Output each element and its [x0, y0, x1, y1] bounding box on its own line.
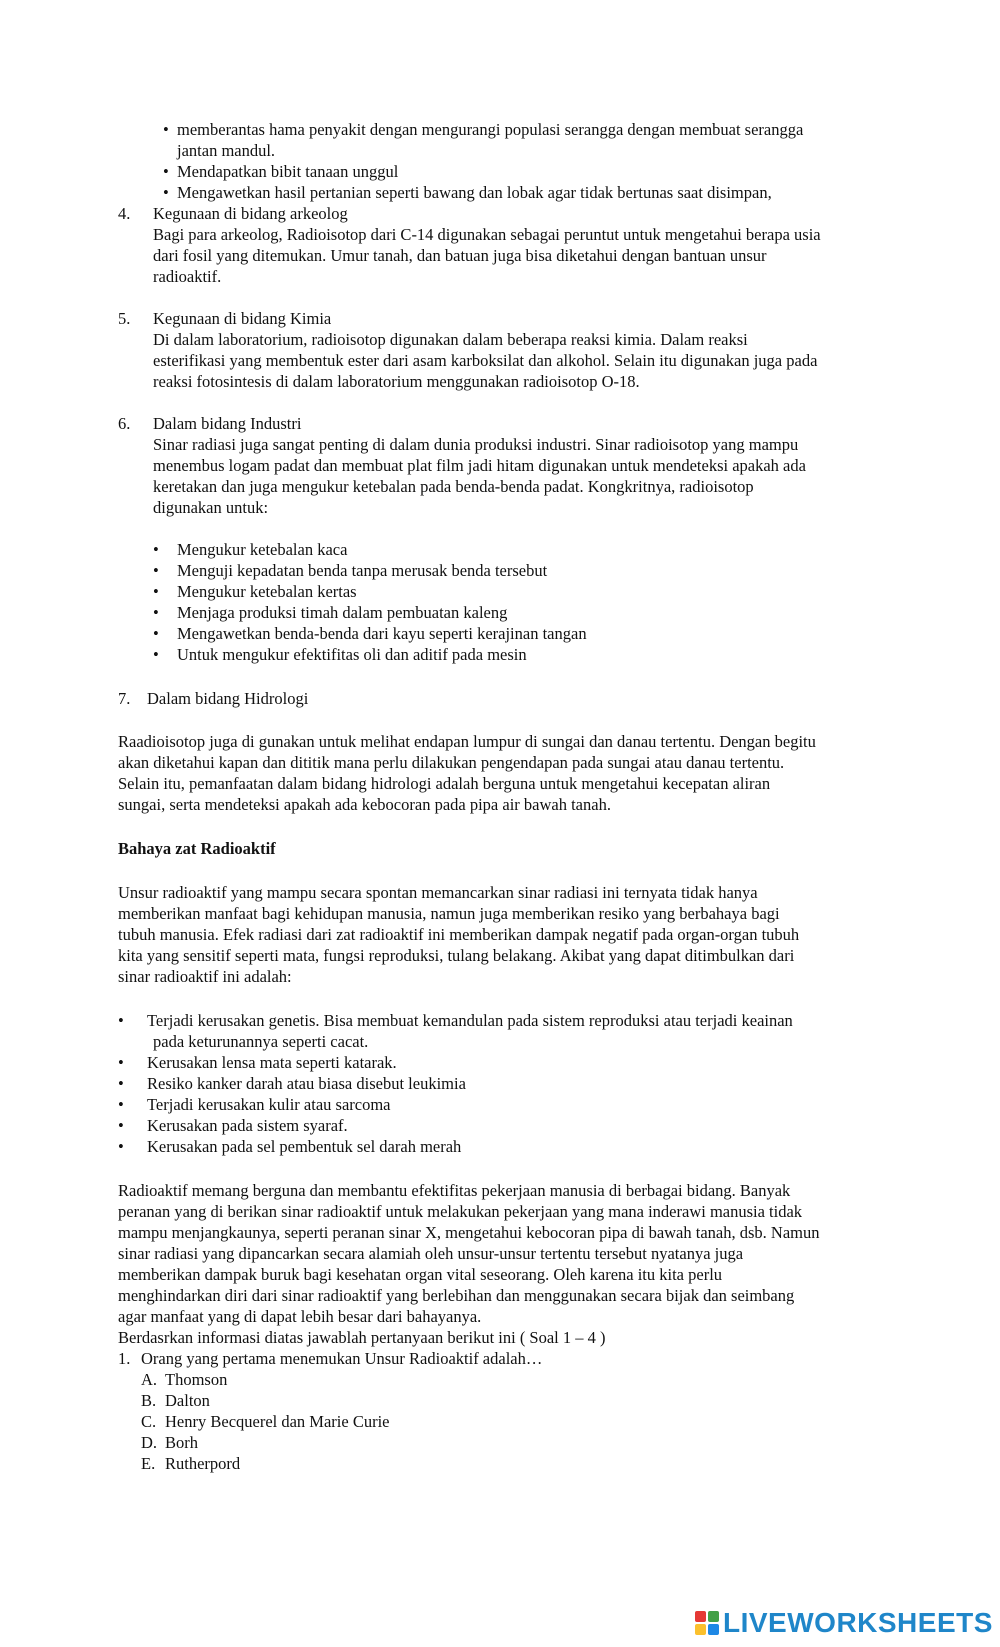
agri-bullet-marker [163, 161, 169, 182]
logo-square-icon [695, 1611, 706, 1622]
paragraph-line: Selain itu, pemanfaatan dalam bidang hidrologi adalah berguna untuk mengetahui kecepatan aliran [118, 774, 771, 793]
paragraph-line: mampu menjangkaunya, seperti peranan sinar X, mengetahui kebocoran pipa di bawah tanah, dsb. Namun [118, 1223, 820, 1242]
paragraph-line: esterifikasi yang membentuk ester dari asam karboksilat dan alkohol. Selain itu digunakan juga pada [153, 351, 818, 370]
list-item: Terjadi kerusakan kulir atau sarcoma [147, 1095, 391, 1114]
liveworksheets-logo [695, 1608, 993, 1638]
section-number: 6. [118, 414, 131, 433]
section-number: 5. [118, 309, 131, 328]
list-item: Menjaga produksi timah dalam pembuatan kaleng [177, 603, 508, 622]
bullet-marker [153, 560, 159, 581]
paragraph-line: digunakan untuk: [153, 498, 269, 517]
bullet-marker [153, 623, 159, 644]
option-text[interactable]: Rutherpord [165, 1454, 241, 1473]
paragraph-line: Raadioisotop juga di gunakan untuk melihat endapan lumpur di sungai dan danau tertentu. Dengan begitu [118, 732, 816, 751]
bullet-marker [153, 581, 159, 602]
option-letter[interactable]: E. [141, 1454, 156, 1473]
paragraph-line: sinar radiasi yang dipancarkan secara alamiah oleh unsur-unsur tertentu tersebut nyatanya juga [118, 1244, 744, 1263]
paragraph-line: menembus logam padat dan membuat plat film jadi hitam digunakan untuk mendeteksi apakah ada [153, 456, 806, 475]
bullet-marker [153, 602, 159, 623]
option-letter[interactable]: A. [141, 1370, 158, 1389]
agri-bullet-text: jantan mandul. [177, 141, 276, 160]
agri-bullet-marker [163, 119, 169, 140]
paragraph-line: Di dalam laboratorium, radioisotop digunakan dalam beberapa reaksi kimia. Dalam reaksi [153, 330, 748, 349]
paragraph-line: memberikan manfaat bagi kehidupan manusia, namun juga memberikan resiko yang berbahaya bagi [118, 904, 780, 923]
paragraph-line: Sinar radiasi juga sangat penting di dalam dunia produksi industri. Sinar radioisotop yang mampu [153, 435, 799, 454]
bullet-marker [118, 1115, 124, 1136]
bullet-marker [153, 539, 159, 560]
instruction-line: Berdasrkan informasi diatas jawablah pertanyaan berikut ini ( Soal 1 – 4 ) [118, 1328, 606, 1347]
list-item: Kerusakan lensa mata seperti katarak. [147, 1053, 397, 1072]
list-item: Kerusakan pada sel pembentuk sel darah merah [147, 1137, 462, 1156]
section-title: Kegunaan di bidang arkeolog [153, 204, 348, 223]
list-item: Terjadi kerusakan genetis. Bisa membuat kemandulan pada sistem reproduksi atau terjadi keainan [147, 1011, 793, 1030]
option-letter[interactable]: B. [141, 1391, 157, 1410]
paragraph-line: tubuh manusia. Efek radiasi dari zat radioaktif ini memberikan dampak negatif pada organ-organ tubuh [118, 925, 800, 944]
list-item: Mengawetkan benda-benda dari kayu seperti kerajinan tangan [177, 624, 587, 643]
paragraph-line: reaksi fotosintesis di dalam laboratorium menggunakan radioisotop O-18. [153, 372, 640, 391]
option-text[interactable]: Dalton [165, 1391, 210, 1410]
section-title: Kegunaan di bidang Kimia [153, 309, 332, 328]
paragraph-line: memberikan dampak buruk bagi kesehatan organ vital seseorang. Oleh karena itu kita perlu [118, 1265, 723, 1284]
logo-square-icon [695, 1624, 706, 1635]
logo-text: LIVEWORKSHEETS [723, 1607, 993, 1638]
agri-bullet-text: memberantas hama penyakit dengan mengurangi populasi serangga dengan membuat serangga [177, 120, 804, 139]
option-text[interactable]: Henry Becquerel dan Marie Curie [165, 1412, 390, 1431]
paragraph-line: Unsur radioaktif yang mampu secara spontan memancarkan sinar radiasi ini ternyata tidak hanya [118, 883, 758, 902]
bullet-marker [118, 1052, 124, 1073]
list-item: Untuk mengukur efektifitas oli dan aditif pada mesin [177, 645, 527, 664]
list-item: Kerusakan pada sistem syaraf. [147, 1116, 348, 1135]
bullet-marker [118, 1010, 124, 1031]
paragraph-line: sungai, serta mendeteksi apakah ada kebocoran pada pipa air bawah tanah. [118, 795, 611, 814]
paragraph-line: Radioaktif memang berguna dan membantu efektifitas pekerjaan manusia di berbagai bidang. Banyak [118, 1181, 791, 1200]
option-letter[interactable]: D. [141, 1433, 158, 1452]
section-number: 4. [118, 204, 131, 223]
bullet-marker [153, 644, 159, 665]
section-title: Dalam bidang Hidrologi [147, 689, 309, 708]
paragraph-line: Bagi para arkeolog, Radioisotop dari C-14 digunakan sebagai peruntut untuk mengetahui berapa usia [153, 225, 821, 244]
bullet-marker [118, 1094, 124, 1115]
list-item: pada keturunannya seperti cacat. [153, 1032, 369, 1051]
agri-bullet-text: Mengawetkan hasil pertanian seperti bawang dan lobak agar tidak bertunas saat disimpan, [177, 183, 772, 202]
logo-square-icon [708, 1611, 719, 1622]
paragraph-line: agar manfaat yang di dapat lebih besar dari bahayanya. [118, 1307, 482, 1326]
list-item: Mengukur ketebalan kertas [177, 582, 357, 601]
logo-icon [695, 1611, 719, 1635]
section-title: Dalam bidang Industri [153, 414, 302, 433]
paragraph-line: kita yang sensitif seperti mata, fungsi reproduksi, tulang belakang. Akibat yang dapat ditimbulkan dari [118, 946, 795, 965]
paragraph-line: menghindarkan diri dari sinar radioaktif yang berlebihan dan menggunakan secara bijak dan seimbang [118, 1286, 795, 1305]
bullet-marker [118, 1073, 124, 1094]
paragraph-line: akan diketahui kapan dan dititik mana perlu dilakukan pengendapan pada sungai atau danau tertentu. [118, 753, 785, 772]
section-number: 7. [118, 689, 131, 708]
list-item: Menguji kepadatan benda tanpa merusak benda tersebut [177, 561, 548, 580]
bullet-marker [118, 1136, 124, 1157]
question-number: 1. [118, 1349, 131, 1368]
list-item: Resiko kanker darah atau biasa disebut leukimia [147, 1074, 466, 1093]
option-letter[interactable]: C. [141, 1412, 157, 1431]
paragraph-line: keretakan dan juga mengukur ketebalan pada benda-benda padat. Kongkritnya, radioisotop [153, 477, 754, 496]
option-text[interactable]: Thomson [165, 1370, 228, 1389]
logo-square-icon [708, 1624, 719, 1635]
question-text: Orang yang pertama menemukan Unsur Radioaktif adalah… [141, 1349, 543, 1368]
agri-bullet-marker [163, 182, 169, 203]
list-item: Mengukur ketebalan kaca [177, 540, 348, 559]
paragraph-line: peranan yang di berikan sinar radioaktif untuk melakukan pekerjaan yang mana inderawi manusia tidak [118, 1202, 803, 1221]
paragraph-line: radioaktif. [153, 267, 222, 286]
paragraph-line: sinar radioaktif ini adalah: [118, 967, 292, 986]
agri-bullet-text: Mendapatkan bibit tanaan unggul [177, 162, 399, 181]
section-heading: Bahaya zat Radioaktif [118, 839, 276, 858]
paragraph-line: dari fosil yang ditemukan. Umur tanah, dan batuan juga bisa diketahui dengan bantuan unsur [153, 246, 767, 265]
option-text[interactable]: Borh [165, 1433, 198, 1452]
